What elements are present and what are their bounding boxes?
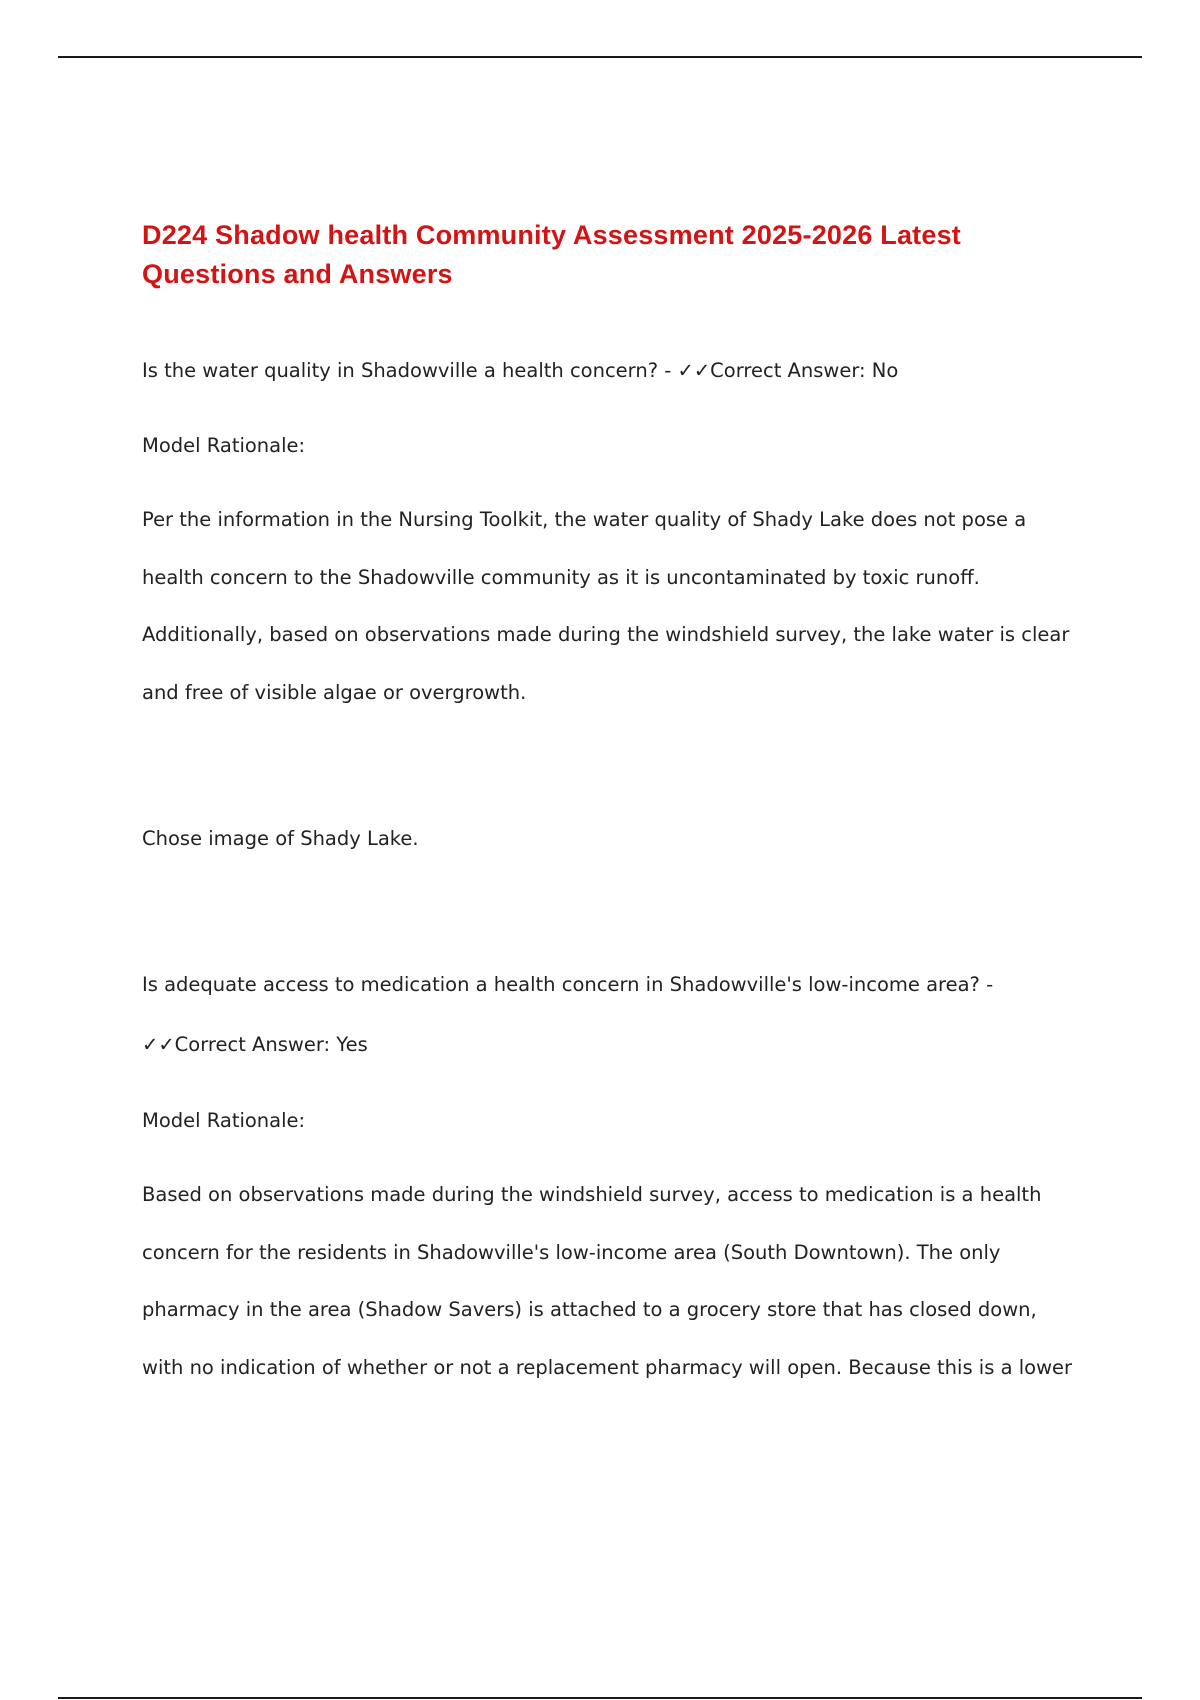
bottom-rule <box>58 1697 1142 1699</box>
top-rule <box>58 56 1142 58</box>
q1-note: Chose image of Shady Lake. <box>142 827 419 850</box>
q1-rationale: Per the information in the Nursing Toolkit, the water quality of Shady Lake does not pose a health concern to the Shadowville community as it is uncontaminated by toxic runoff. Additionally, based on observations made during the windshield survey, the lake water is clear and free of visible algae or overgrowth. <box>142 508 1070 704</box>
document-title: D224 Shadow health Community Assessment 2025-2026 Latest Questions and Answers <box>142 220 961 289</box>
q2-rationale-label: Model Rationale: <box>142 1109 306 1132</box>
q1-question: Is the water quality in Shadowville a health concern? - ✓✓Correct Answer: No <box>142 359 899 382</box>
q2-answer: ✓✓Correct Answer: Yes <box>142 1033 368 1056</box>
q2-question: Is adequate access to medication a health concern in Shadowville's low-income area? - <box>142 973 994 996</box>
q1-rationale-label: Model Rationale: <box>142 434 306 457</box>
q2-rationale: Based on observations made during the windshield survey, access to medication is a health concern for the residents in Shadowville's low-income area (South Downtown). The only pharmacy in the area (Shadow Savers) is attached to a grocery store that has closed down, with no indication of whether or not a replacement pharmacy will open. Because this is a lower <box>142 1183 1073 1379</box>
